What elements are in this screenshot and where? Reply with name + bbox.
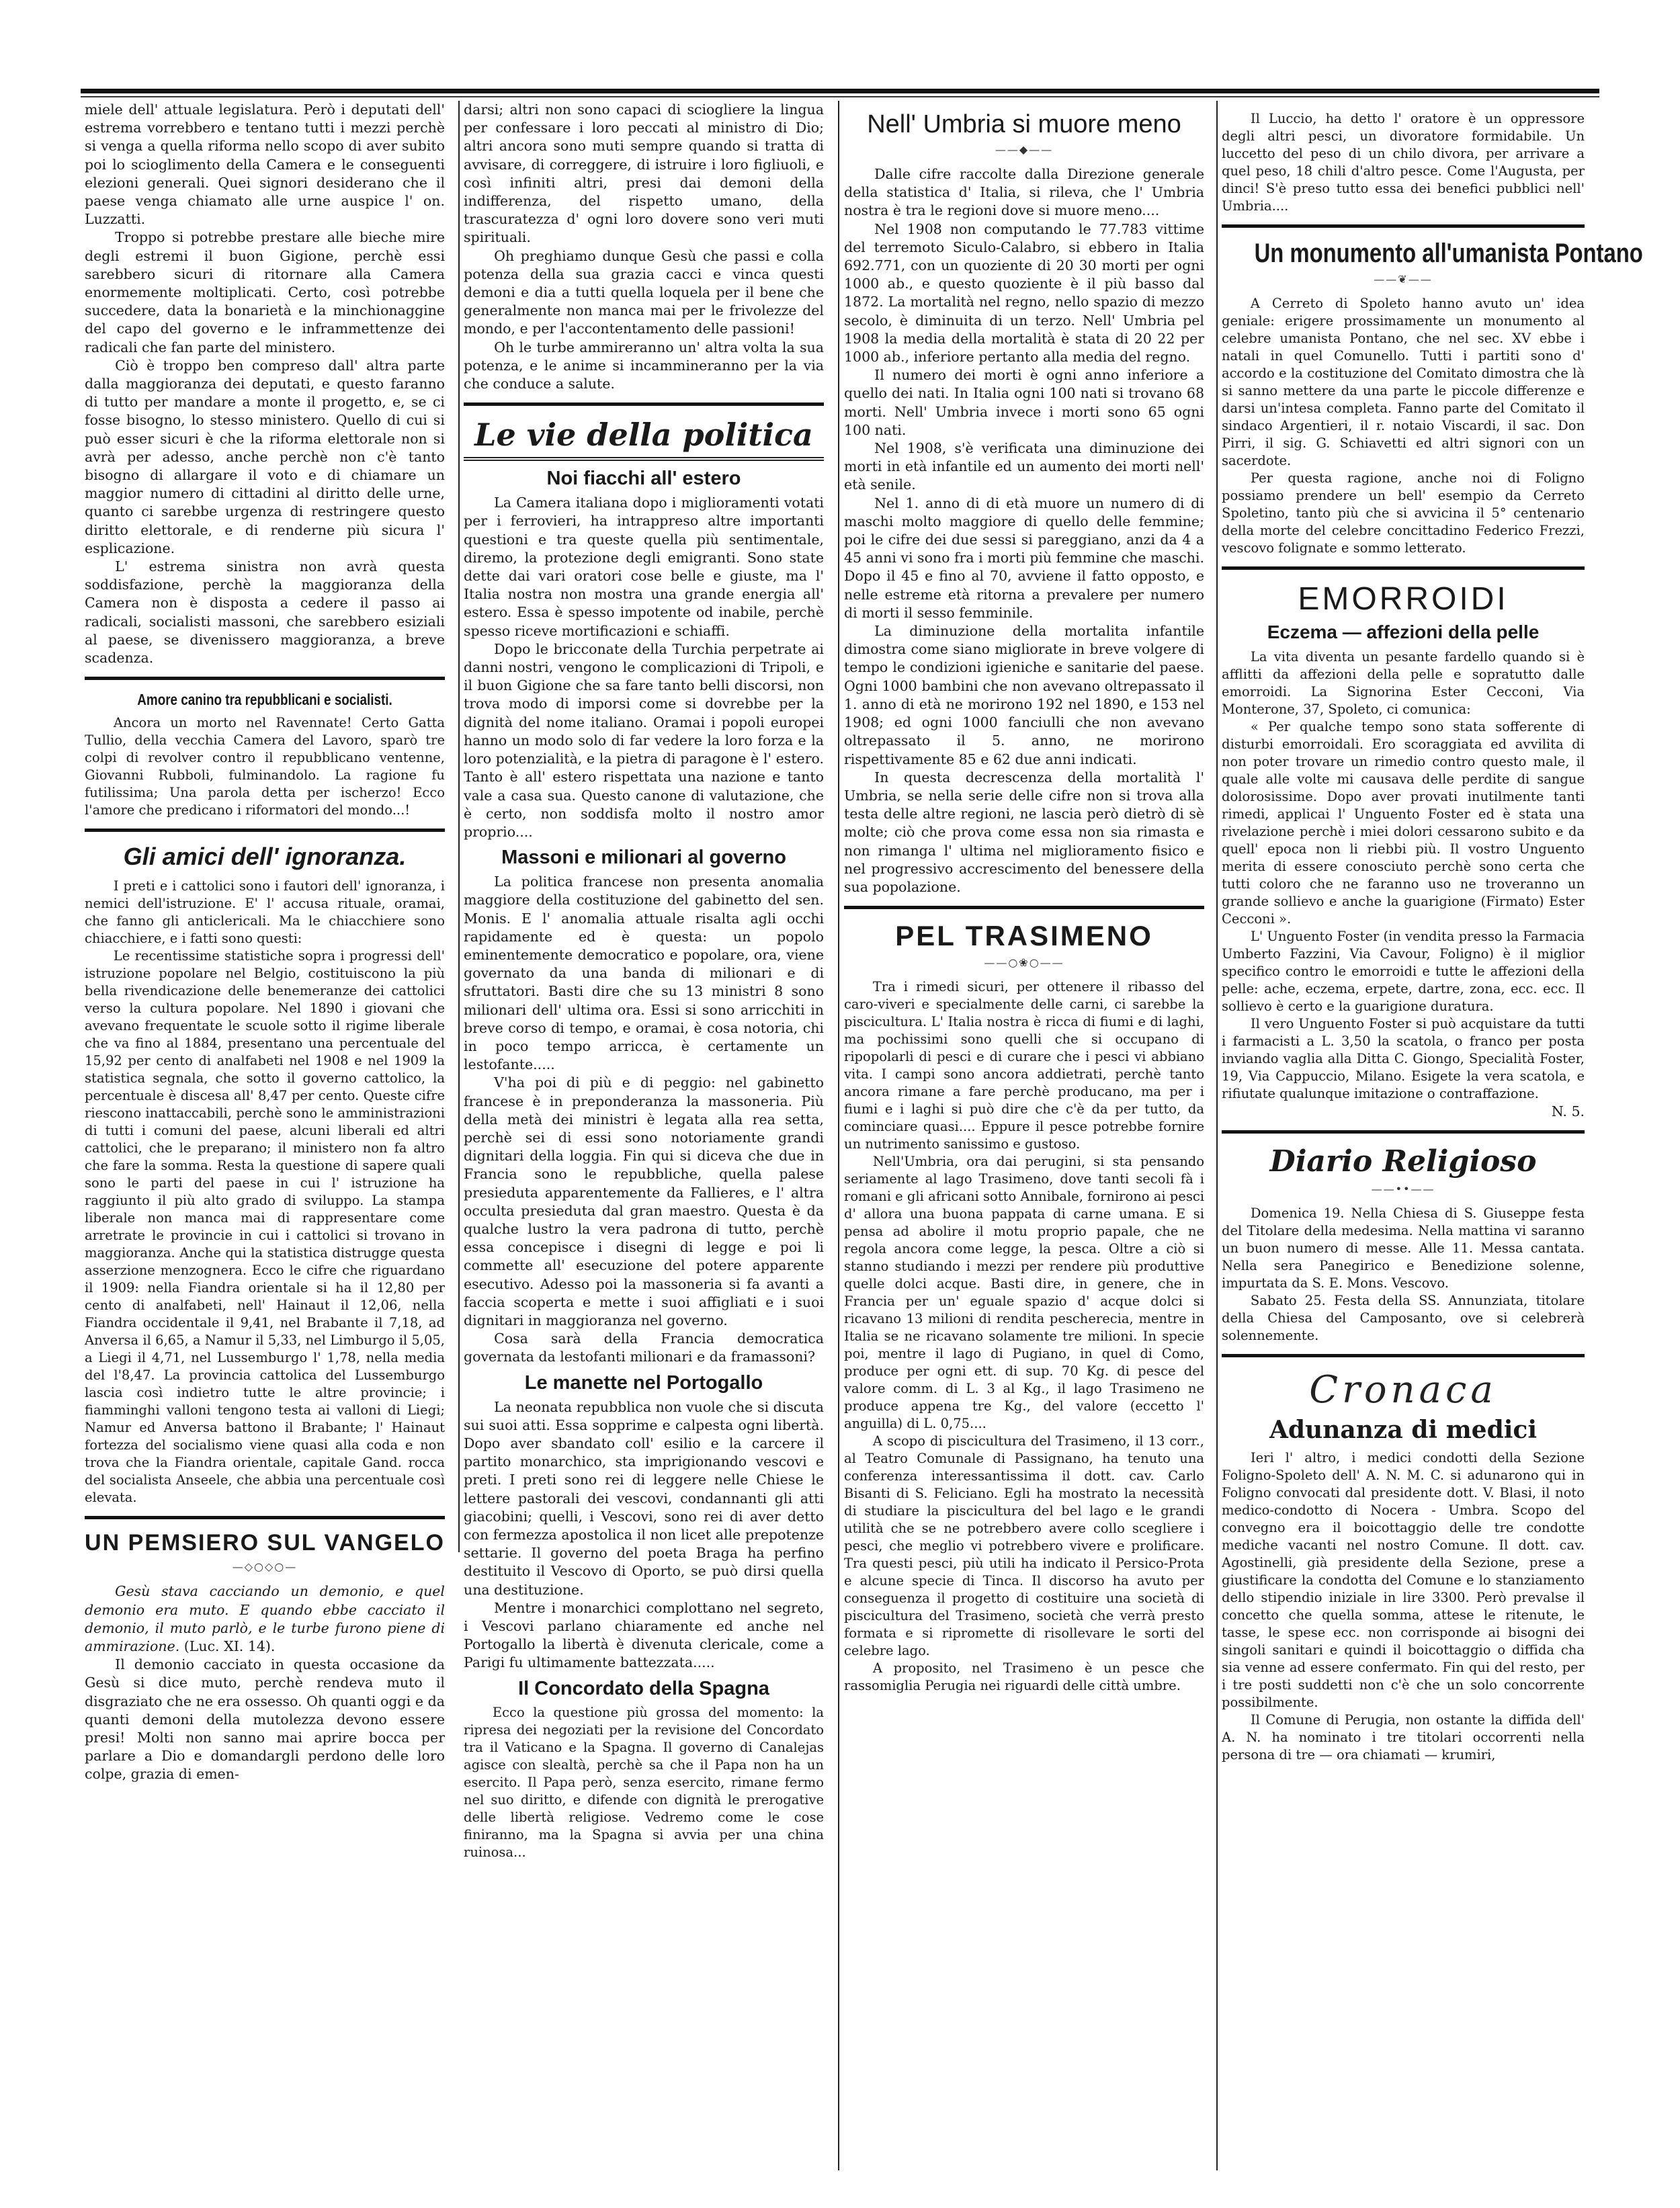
- section-divider: [844, 906, 1204, 909]
- ad-title: EMORROIDI: [1298, 581, 1509, 617]
- column-divider: [838, 101, 839, 2170]
- article-trasimeno: [844, 920, 1204, 1695]
- paragraph: L' Unguento Foster (in vendita presso la Farmacia Umberto Fazzini, Via Cavour, Foligno) è il miglior specifico contro le emorroidi e tutte le affezioni della pelle: ache, eczema, erpete, dartre, zona, ecc. ecc. Il sollievo è certo e la guarigione duratura.: [1222, 929, 1585, 1014]
- paragraph: Ecco la questione più grossa del momento: la ripresa dei negoziati per la revisione del Concordato tra il Vaticano e la Spagna. Il governo di Canalejas agisce con slealtà, perchè sa che il Papa non ha un esercito. Il Papa però, senza esercito, rimane fermo nel suo diritto, e difende con dignità le prerogative delle libertà religiose. Vedremo come le cose finiranno, ma la Spagna si avvia per una china ruinosa...: [464, 1704, 824, 1860]
- paragraph: Tra i rimedi sicuri, per ottenere il ribasso del caro-viveri e specialmente delle carni, ci sarebbe la piscicultura. L' Italia nostra è ricca di fiumi e di laghi, ma pochissimi sono quelli che si occupano di ripopolarli di pesci e di curare che i pesci vi abbiano vita. I campi sono ancora addietrati, perchè tanto ancora rimane a fare perchè producano, ma per i fiumi e i laghi si può dire che c'è da per tutto, da cominciare quasi.... Eppure il pesce potrebbe fornire un nutrimento sanissimo e gustoso.: [844, 979, 1204, 1152]
- ad-number: N. 5.: [1551, 1103, 1585, 1119]
- article-concordato: [464, 1678, 824, 1861]
- gospel-quote: Gesù stava cacciando un demonio, e quel demonio era muto. E quando ebbe cacciato il demonio, il muto parlò, e le turbe furono piene di ammirazione.: [85, 1583, 445, 1654]
- paragraph: A scopo di piscicultura del Trasimeno, il 13 corr., al Teatro Comunale di Passignano, ha tenuto una conferenza interessantissima il dott. cav. Carlo Bisanti di S. Feliciano. Egli ha mostrato la necessità di studiare la piscicultura del bel lago e le grandi utilità che se ne potrebbero avere collo scegliere i pesci, che meglio vi potrebbero vivere e prolificare. Tra questi pesci, più utili ha indicato il Persico-Prota e alcune specie di Tinca. Il discorso ha avuto per conseguenza il progetto di costituire una società di piscicultura del Trasimeno, società che verrà presto formata e si ripromette di risollevare le sorti del celebre lago.: [844, 1433, 1204, 1659]
- article-title: Nell' Umbria si muore meno: [867, 110, 1181, 138]
- article-manette: [464, 1372, 824, 1672]
- article-title: Il Concordato della Spagna: [518, 1677, 769, 1699]
- advertisement-emorroidi: [1222, 581, 1585, 1121]
- article-amici-ignoranza: [85, 843, 445, 1506]
- paragraph: Il Comune di Perugia, non ostante la diffida dell' A. N. ha nominato i tre titolari occorrenti nella persona di tre — ora chiamati — krumiri,: [1222, 1712, 1585, 1763]
- article-title: UN PEMSIERO SUL VANGELO: [85, 1530, 445, 1556]
- ornament-divider: —◇○◇○—: [232, 1560, 298, 1574]
- paragraph: La Camera italiana dopo i miglioramenti votati per i ferrovieri, ha intrappreso altre importanti questioni e tra queste quella più sentimentale, diremo, la protezione degli emigranti. Sono state dette dai vari oratori cose belle e giuste, ma l' Italia nostra non mostra una grande energia all' estero. Essa è spesso impotente od inabile, perchè spesso riceve mortificazioni e schiaffi.: [464, 495, 824, 639]
- paragraph: Ancora un morto nel Ravennate! Certo Gatta Tullio, della vecchia Camera del Lavoro, sparò tre colpi di revolver contro il repubblicano ventenne, Giovanni Rubboli, fulminandolo. La ragione fu futilissima; Una parola detta per ischerzo! Ecco l'amore che predicano i riformatori del mondo...!: [85, 715, 445, 818]
- paragraph: Dalle cifre raccolte dalla Direzione generale della statistica d' Italia, si rileva, che l' Umbria nostra è tra le regioni dove si muore meno....: [844, 166, 1204, 219]
- article-pontano: [1222, 239, 1643, 557]
- cronaca-banner-logo: Cronaca: [1309, 1368, 1497, 1412]
- article-amore-canino: [85, 691, 445, 819]
- paragraph: Nel 1908, s'è verificata una diminuzione dei morti in età infantile ed un aumento dei morti nell' età senile.: [844, 440, 1204, 493]
- ad-footer: [1222, 1103, 1585, 1121]
- article-title: Diario Religioso: [1269, 1144, 1537, 1179]
- paragraph: A proposito, nel Trasimeno è un pesce che rassomiglia Perugia nei riguardi delle città umbre.: [844, 1660, 1204, 1694]
- quote: [85, 1582, 445, 1656]
- paragraph: Cosa sarà della Francia democratica governata da lestofanti milionari e da framassoni?: [464, 1330, 824, 1365]
- paragraph: Nel 1. anno di di età muore un numero di di maschi molto maggiore di quello delle femmine; poi le cifre dei due sessi si pareggiano, anzi da 4 a 45 anni vi sono fra i morti più femmine che maschi. Dopo il 45 e fino al 70, avviene il fatto opposto, e nelle estreme età ritorna a prevalere per numero di morti il sesso femminile.: [844, 495, 1204, 621]
- section-divider: [464, 402, 824, 406]
- ad-subtitle: Eczema — affezioni della pelle: [1267, 622, 1540, 642]
- ornament-divider: ——◆——: [995, 143, 1054, 156]
- top-rule: [81, 89, 1599, 93]
- article-title: Le manette nel Portogallo: [524, 1371, 763, 1394]
- paragraph: La diminuzione della mortalita infantile dimostra come siano migliorate in breve volgere di tempo le condizioni igieniche e sanitarie del paese. Ogni 1000 bambini che non avevano oltrepassato il 1. anno di età ne morirono 192 nel 1890, e 153 nel 1908; ed ogni 1000 fanciulli che non avevano oltrepassato il 5. anno, ne morirono rispettivamente 85 e 62 due anni indicati.: [844, 623, 1204, 767]
- double-rule: [464, 457, 824, 458]
- paragraph: Il demonio cacciato in questa occasione da Gesù si dice muto, perchè rendeva muto il disgraziato che ne era ossesso. Oh quanti oggi e da quanti demoni della mutolezza devono essere presi! Molti non sanno mai aprire bocca per parlare a Dio e domandargli perdono delle loro colpe, grazia di emen-: [85, 1656, 445, 1783]
- double-rule: [464, 460, 824, 461]
- section-divider: [85, 829, 445, 832]
- article-title: Noi fiacchi all' estero: [546, 468, 741, 490]
- paragraph: miele dell' attuale legislatura. Però i deputati dell' estrema vorrebbero e tentano tutti i mezzi perchè si venga a quella riforma nello scopo di aver subito poi lo scioglimento della Camera e le conseguenti elezioni generali. Quei signori desiderano che il paese venga chiamato alle urne auspice l' on. Luzzatti.: [85, 101, 445, 228]
- article-diario-religioso: [1222, 1144, 1585, 1345]
- paragraph: « Per qualche tempo sono stata sofferente di disturbi emorroidali. Ero scoraggiata ed avvilita di non poter trovare un rimedio contro questo male, il quale alle volte mi causava delle perdite di sangue dolorosissime. Dopo aver provati inutilmente tanti rimedi, applicai l' Unguento Foster ed è stata una rivelazione perchè i miei dolori cessarono subito e da quell' epoca non li riebbi più. Il vostro Unguento merita di essere conosciuto perchè sono certa che tutti coloro che ne faranno uso ne troveranno un grande sollievo e anche la guarigione (Firmato) Ester Cecconi ».: [1222, 719, 1585, 927]
- top-rule-thin: [81, 96, 1599, 97]
- article-adunanza: [1222, 1416, 1585, 1764]
- article-title: PEL TRASIMENO: [895, 920, 1153, 952]
- paragraph: Dopo le bricconate della Turchia perpetrate ai danni nostri, vengono le complicazioni di Tripoli, e il buon Gigione che sa fare tanto belli discorsi, non trova modo di imporsi come si dovrebbe per la dignità del nome italiano. Oramai i popoli europei hanno un modo solo di far vedere la loro forza e la loro potenzialità, e la pietra di paragone è l' estero. Tanto è all' estero rispettata una nazione e tanto vale a casa sua. Questo canone di valutazione, che è certo, non soddisfa molto il nostro amor proprio....: [464, 640, 824, 840]
- paragraph: A Cerreto di Spoleto hanno avuto un' idea geniale: erigere prossimamente un monumento al celebre umanista Pontano, che nel sec. XV ebbe i natali in quel Comunello. Tutti i partiti sono d' accordo e la costituzione del Comitato dimostra che là si sanno mettere da una parte le piccole differenze e darsi un'intesa completa. Fanno parte del Comitato il sindaco Argentieri, il r. notaio Viscardi, il sac. Don Pirri, il sig. G. Schiavetti ed altri signori con un sacerdote.: [1222, 296, 1585, 468]
- article-title: Amore canino tra repubblicani e socialisti.: [137, 691, 392, 709]
- column-1: [85, 101, 445, 1784]
- paragraph: Ieri l' altro, i medici condotti della Sezione Foligno-Spoleto dell' A. N. M. C. si adunarono qui in Foligno convocati dal presidente dott. V. Blasi, il noto medico-condotto di Nocera - Umbra. Scopo del convegno era il boicottaggio delle tre condotte mediche vacanti nel nostro Comune. Il dott. cav. Agostinelli, già presidente della Sezione, prese a giustificare la condotta del Comune e lo stanziamento dello stipendio iniziale in lire 3300. Però prevalse il concetto che quella somma, attese le ritenute, le tasse, le spese ecc. non corrisponde ai bisogni dei singoli sanitari e quindi il boicottaggio o diffida cha sia venne ad essere confermato. Fin qui del resto, per i tre posti suddetti non c'è che un solo concorrente possibilmente.: [1222, 1450, 1585, 1710]
- paragraph: La vita diventa un pesante fardello quando si è afflitti da affezioni della pelle e sopratutto dalle emorroidi. La Signorina Ester Cecconi, Via Monterone, 37, Spoleto, ci comunica:: [1222, 649, 1585, 717]
- paragraph: Oh le turbe ammireranno un' altra volta la sua potenza, e le anime si incammineranno per la via che conduce a salute.: [464, 339, 824, 392]
- article-umbria: [844, 110, 1204, 896]
- section-divider: [1222, 224, 1585, 228]
- ornament-divider: ——❦——: [1374, 273, 1433, 286]
- paragraph: Troppo si potrebbe prestare alle bieche mire degli estremi il buon Gigione, perchè essi sarebbero sicuri di ritornare alla Camera enormemente moltiplicati. Certo, così potrebbe succedere, data la bonarietà e la minchionaggine del capo del governo e le inframmettenze dei radicali che fan parte del ministero.: [85, 229, 445, 355]
- section-divider: [1222, 1354, 1585, 1357]
- vangelo-continuation: [464, 101, 824, 393]
- paragraph: Mentre i monarchici complottano nel segreto, i Vescovi parlano chiaramente ed anche nel Portogallo la libertà è divenuta clericale, come a Parigi fu ultimamente battezzata.....: [464, 1599, 824, 1671]
- paragraph: darsi; altri non sono capaci di sciogliere la lingua per confessare i loro peccati al ministro di Dio; altri ancora sono muti sempre quando si tratta di avvisare, di correggere, di istruire i loro figliuoli, e così infiniti altri, presi dai demoni della indifferenza, del rispetto umano, della trascuratezza d' ogni loro dovere sono veri muti spirituali.: [464, 101, 824, 246]
- paragraph: Il vero Unguento Foster si può acquistare da tutti i farmacisti a L. 3,50 la scatola, o franco per posta inviando vaglia alla Ditta C. Giongo, Specialità Foster, 19, Via Cappuccio, Milano. Esigete la vera scatola, e rifiutate qualunque imitazione o contraffazione.: [1222, 1016, 1585, 1101]
- paragraph: Le recentissime statistiche sopra i progressi dell' istruzione popolare nel Belgio, costituiscono la più bella rivendicazione delle benemeranze dei cattolici verso la cultura popolare. Nel 1890 i giovani che avevano frequentate le scuole sotto il rigime liberale che va fino al 1884, presentano una percentuale del 15,92 per cento di analfabeti nel 1908 e nel 1909 la statistica segnala, che sotto il governo cattolico, la percentuale è discesa all' 8,47 per cento. Queste cifre riescono inattaccabili, perchè sono le amministrazioni di tutti i comuni del paese, alcuni liberali ed altri cattolici, che le preparano; il ministero non fa altro che fare la somma. Resta la questione di sapere quali sono le parti del paese in cui l' istruzione ha raggiunto il più alto grado di sviluppo. La stampa liberale non manca mai di rappresentare come arretrate le provincie in cui i cattolici si trovano in maggioranza. Anche qui la statistica distrugge questa asserzione menzognera. Ecco le cifre che riguardano il 1909: nella Fiandra orientale si ha il 12,80 per cento di analfabeti, nell' Hainaut il 12,06, nella Fiandra occidentale il 9,41, nel Brabante il 7,18, ad Anversa il 6,65, a Namur il 5,33, nel Limburgo il 5,05, a Liegi il 4,71, nel Lussemburgo l' 1,78, nella media del l'8,47. La provincia cattolica del Lussemburgo lascia così indietro tutte le altre provincie; i fiamminghi valloni tengono testa ai valloni di Liegi; Namur ed Anversa battono il Brabante; l' Hainaut fortezza del socialismo viene quasi alla coda e non trova che la Fiandra orientale, capitale Gand. rocca del socialista Anseele, che abbia una percentuale così elevata.: [85, 948, 445, 1506]
- column-2: [464, 101, 824, 1861]
- paragraph: Ciò è troppo ben compreso dall' altra parte dalla maggioranza dei deputati, e questo faranno di tutto per mandare a monte il progetto, e, se ci fosse bisogno, lo stesso ministero. Quello di cui si può esser sicuri è che la riforma elettorale non si avrà per adesso, anche perchè non c'è tanto bisogno di allargare il voto e di chiamare un maggior numero di cittadini al diritto delle urne, quanto ci sarebbe urgenza di restringere questo diritto elettorale, e di renderne più sicura l' esplicazione.: [85, 357, 445, 556]
- paragraph: Sabato 25. Festa della SS. Annunziata, titolare della Chiesa del Camposanto, ove si celebrerà solennemente.: [1222, 1293, 1585, 1343]
- article-pensiero-vangelo: [85, 1530, 445, 1783]
- ornament-divider: ——○❀○——: [984, 956, 1064, 970]
- paragraph: Nel 1908 non computando le 77.783 vittime del terremoto Siculo-Calabro, si ebbero in Italia 692.771, con un quoziente di 20 30 morti per ogni 1000 ab., e questo quoziente è il più basso dal 1872. La mortalità nel regno, nello spazio di mezzo secolo, è diminuita di un terzo. Nell' Umbria pel 1908 la media della mortalità è stata di 20 22 per 1000 ab., inferiore pertanto alla media del regno.: [844, 220, 1204, 366]
- article-title: Adunanza di medici: [1269, 1416, 1538, 1444]
- article-title: Un monumento all'umanista Pontano: [1254, 239, 1643, 268]
- article-noi-fiacchi: [464, 468, 824, 841]
- paragraph: In questa decrescenza della mortalità l' Umbria, se nella serie delle cifre non si trova alla testa delle altre regioni, ne lascia però dietrò di sè molte; ciò che prova come essa non sia rimasta e non rimanga l' ultima nel miglioramento fisico e nel progressivo accrescimento del benessere della sua popolazione.: [844, 769, 1204, 895]
- paragraph: Il numero dei morti è ogni anno inferiore a quello dei nati. In Italia ogni 100 nati si trovano 68 morti. Nell' Umbria invece i morti sono 65 ogni 100 nati.: [844, 367, 1204, 438]
- section-divider: [85, 1516, 445, 1519]
- paragraph: Domenica 19. Nella Chiesa di S. Giuseppe festa del Titolare della medesima. Nella mattina vi saranno un buon numero di messe. Alle 11. Messa cantata. Nella sera Panegirico e Benedizione solenne, impurtata da S. E. Mons. Vescovo.: [1222, 1205, 1585, 1291]
- section-title: Le vie della politica: [474, 417, 813, 454]
- ornament-divider: ——••——: [1371, 1183, 1435, 1195]
- section-divider: [1222, 1130, 1585, 1134]
- paragraph: La politica francese non presenta anomalia maggiore della costituzione del gabinetto del sen. Monis. E l' anomalia attuale risalta agli occhi rapidamente ed è questa: un popolo eminentemente democratico e popolare, ora, viene governato da una banda di milionari e di sfruttatori. Basti dire che su 13 ministri 8 sono milionari dell' ultima ora. Essi si sono arricchiti in breve corso di tempo, e oramai, è cosa notoria, chi in poco tempo arricca, è certamente un lestofante.....: [464, 874, 824, 1073]
- section-divider: [1222, 566, 1585, 570]
- paragraph: Il Luccio, ha detto l' oratore è un oppressore degli altri pesci, un divoratore formidabile. Un luccetto del peso di un chilo divora, per arrivare a quel peso, 18 chili d'altro pesce. Come l'Augusta, per dinci! S'è preso tutto essa dei benefici pubblici nell' Umbria....: [1222, 111, 1585, 214]
- article-title: Gli amici dell' ignoranza.: [123, 843, 407, 871]
- article-continuation: [85, 101, 445, 667]
- luccio-continuation: [1222, 110, 1585, 215]
- gospel-reference: (Luc. XI. 14).: [183, 1638, 276, 1654]
- column-3: [844, 101, 1204, 1695]
- paragraph: Nell'Umbria, ora dai perugini, si sta pensando seriamente al lago Trasimeno, dove tanti secoli fà i romani e gli africani sotto Annibale, fornirono ai pesci d' allora una buona pappata di carne umana. E si pensa ad abolire il motu proprio papale, che ne regola ancora come legge, la pesca. Oltre a ciò si stanno studiando i mezzi per rendere più produttive quelle dolci acque. Basti dire, in genere, che in Francia per un' eguale spazio d' acque dolci si ricavano 13 milioni di rendita pescherecia, mentre in Italia se ne ricavano solamente tre milioni. In specie poi, mentre il lago di Pugiano, in quel di Como, produce per ogni ett. di sup. 70 Kg. di pesce del valore comm. di L. 3 al Kg., il lago Trasimeno ne produce appena tre Kg., del valore (eccetto l' anguilla) di L. 0,75....: [844, 1154, 1204, 1432]
- column-4: [1222, 101, 1643, 1764]
- column-divider: [458, 101, 460, 1552]
- paragraph: I preti e i cattolici sono i fautori dell' ignoranza, i nemici dell'istruzione. E' l' accusa rituale, oramai, che fanno gli anticlericali. Ma le chiacchiere sono chiacchiere, e i fatti sono questi:: [85, 878, 445, 947]
- paragraph: La neonata repubblica non vuole che si discuta sui suoi atti. Essa sopprime e calpesta ogni libertà. Dopo aver sbandato coll' esilio e la carcere il partito monarchico, sta imprigionando vescovi e preti. I preti sono rei di leggere nelle Chiese le lettere pastorali dei vescovi, condannanti gli atti giacobini; quelli, i Vescovi, sono rei di aver detto con fermezza apostolica il non licet alle prepotenze settarie. Il governo del poeta Braga ha perfino destituito il Vescovo di Oporto, se può dirsi quella una destituzione.: [464, 1398, 824, 1598]
- article-massoni: [464, 847, 824, 1366]
- article-title: Massoni e milionari al governo: [501, 847, 786, 869]
- paragraph: V'ha poi di più e di peggio: nel gabinetto francese è in preponderanza la massoneria. Più della metà dei ministri è legata alla rea setta, perchè sei di essi sono notoriamente grandi dignitari della loggia. Fin qui si diceva che due in Francia sono le repubbliche, quella palese presieduta apparentemente da Fallieres, e l' altra occulta presieduta dal gran maestro. Questa è da qualche lustro la vera padrona di tutto, perchè essa concepisce i disegni di legge e poi li commette all' esecuzione del potere apparente esecutivo. Adesso poi la massoneria si fa avanti a faccia scoperta e mette i suoi affigliati e i suoi dignitari in maggioranza nel governo.: [464, 1074, 824, 1328]
- paragraph: Oh preghiamo dunque Gesù che passi e colla potenza della sua grazia cacci e vinca questi demoni e dia a tutti quella loquela per il bene che generalmente non manca mai per le frivolezze del mondo, e per l'accontentamento delle passioni!: [464, 247, 824, 337]
- paragraph: Per questa ragione, anche noi di Foligno possiamo prendere un bell' esempio da Cerreto Spoletino, tanto più che si avvicina il 5° centenario della morte del celebre concittadino Federico Frezzi, vescovo folignate e sommo letterato.: [1222, 470, 1585, 556]
- paragraph: L' estrema sinistra non avrà questa soddisfazione, perchè la maggioranza della Camera non è disposta a cedere il passo ai radicali, socialisti massoni, che sarebbero esiziali al paese, se divenissero maggioranza, a breve scadenza.: [85, 558, 445, 667]
- section-divider: [85, 677, 445, 680]
- column-divider: [1216, 101, 1218, 2170]
